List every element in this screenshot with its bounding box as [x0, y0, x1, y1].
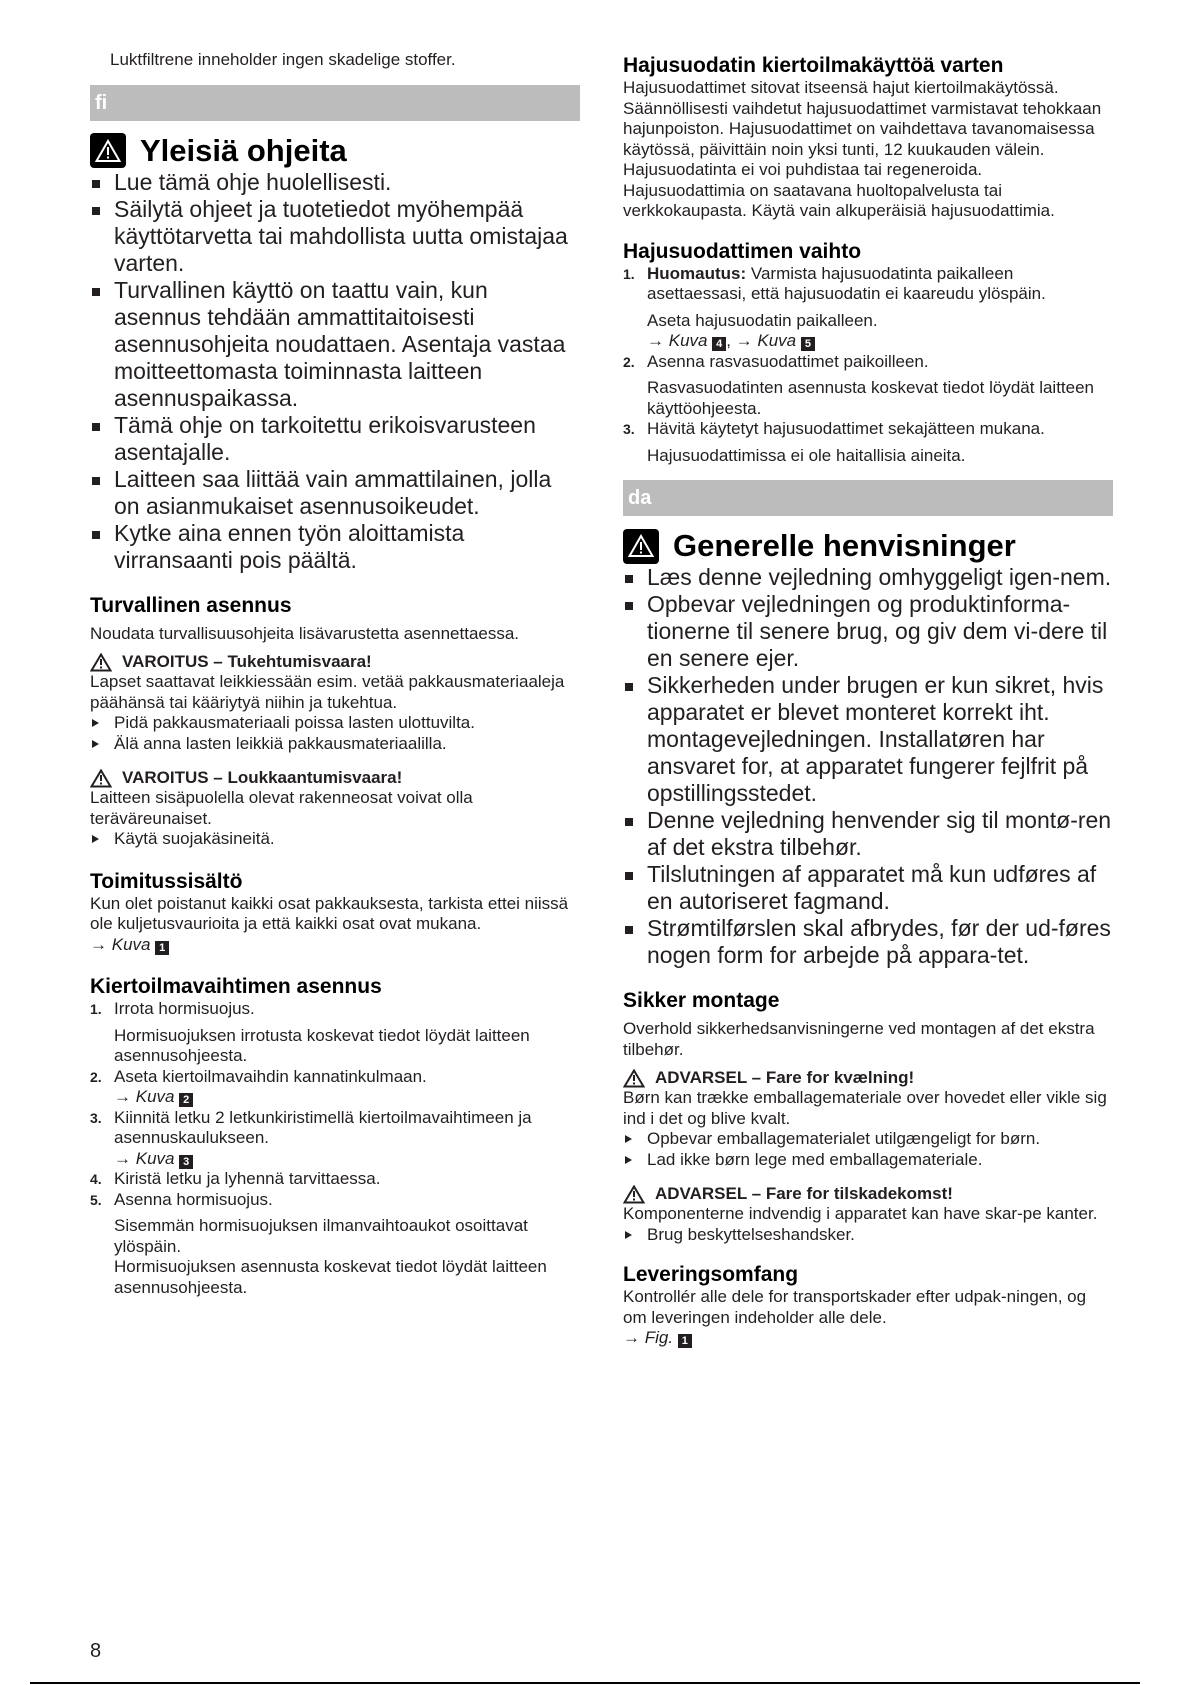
- list-item: Laitteen saa liittää vain ammattilainen, jolla on asianmukaiset asennusoikeudet.: [90, 466, 580, 520]
- footer-divider: [30, 1682, 1140, 1684]
- general-instructions-list: [623, 564, 1113, 969]
- arrow-icon: →: [623, 1328, 640, 1347]
- step-number: 3.: [90, 1109, 102, 1126]
- list-item: Säilytä ohjeet ja tuotetiedot myöhempää käyttötarvetta tai mahdollista uutta omistajaa varten.: [90, 196, 580, 277]
- step-text: Hävitä käytetyt hajusuodattimet sekajätteen mukana.: [647, 419, 1045, 438]
- step: [90, 1190, 580, 1299]
- warning-title: [90, 768, 580, 788]
- heading-safe-install: Sikker montage: [623, 989, 780, 1012]
- warning-triangle-icon: [90, 769, 112, 788]
- step: [90, 1169, 580, 1190]
- warning-title-text: VAROITUS – Loukkaantumisvaara!: [122, 768, 403, 787]
- warning-triangle-icon: [90, 653, 112, 672]
- section-title-general: [90, 133, 580, 169]
- figure-number-badge: 2: [179, 1093, 193, 1107]
- heading-delivery: Leveringsomfang: [623, 1263, 799, 1286]
- figure-label: Fig.: [644, 1328, 674, 1347]
- warning-title: [90, 652, 580, 672]
- install-steps: [90, 999, 580, 1298]
- step: [90, 1108, 580, 1170]
- figure-number-badge: 1: [678, 1334, 692, 1348]
- step-number: 1.: [90, 1001, 102, 1017]
- figure-number-badge: 4: [712, 337, 726, 351]
- step-text: Aseta kiertoilmavaihdin kannatinkulmaan.: [114, 1066, 427, 1086]
- heading-replace-filter: Hajusuodattimen vaihto: [623, 239, 862, 263]
- step-number: 5.: [90, 1191, 102, 1208]
- step-number: 1.: [623, 265, 635, 282]
- warning-bullets: [623, 1225, 1113, 1246]
- section-title-general: [623, 528, 1113, 564]
- list-item: Opbevar vejledningen og produktinforma-tionerne til senere brug, og giv dem vi-dere til en senere ejer.: [623, 591, 1113, 672]
- warning-text: Børn kan trække emballagemateriale over hovedet eller vikle sig ind i det og blive kvalt.: [623, 1088, 1107, 1128]
- list-item: Sikkerheden under brugen er kun sikret, hvis apparatet er blevet monteret korrekt iht. montagevejledningen. Installatøren har ansvaret for, at apparatet fungerer fejlfrit på opstillingsstedet.: [623, 672, 1113, 807]
- note-text: Varmista hajusuodatinta paikalleen asettaessasi, että hajusuodatin ei kaareudu ylöspäin.: [647, 263, 1046, 303]
- warning-text: Lapset saattavat leikkiessään esim. vetää pakkausmateriaaleja päähänsä tai kääriytyä niihin ja tukehtua.: [90, 672, 565, 712]
- figure-number-badge: 3: [179, 1155, 193, 1169]
- heading-install: Kiertoilmavaihtimen asennus: [90, 975, 382, 998]
- heading-odour-filter: Hajusuodatin kiertoilmakäyttöä varten: [623, 54, 1004, 77]
- delivery-text: Kontrollér alle dele for transportskader efter udpak-ningen, og om leveringen indeholder alle dele.: [623, 1287, 1087, 1327]
- step-number: 2.: [623, 353, 635, 370]
- language-bar-fi: [90, 85, 580, 121]
- warning-title: [623, 1068, 1113, 1088]
- step-text: Irrota hormisuojus.: [114, 999, 255, 1018]
- step-note: Hajusuodattimissa ei ole haitallisia aineita.: [647, 445, 966, 465]
- step-text: Asenna hormisuojus.: [114, 1189, 273, 1209]
- left-column: [90, 0, 580, 1298]
- warning-bullets: [90, 829, 580, 850]
- list-item: Lue tämä ohje huolellisesti.: [90, 169, 580, 196]
- step-text: Kiinnitä letku 2 letkunkiristimellä kiertoilmavaihtimeen ja asennuskaulukseen.: [114, 1107, 532, 1147]
- list-item: Læs denne vejledning omhyggeligt igen-nem.: [623, 564, 1113, 591]
- heading-delivery: Toimitussisältö: [90, 869, 243, 893]
- figure-label: Kuva: [135, 1148, 175, 1168]
- list-item: Opbevar emballagematerialet utilgængeligt for børn.: [623, 1129, 1113, 1150]
- figure-label: Kuva: [135, 1087, 175, 1106]
- warning-bullets: [90, 713, 580, 754]
- list-item: Käytä suojakäsineitä.: [90, 829, 580, 850]
- list-item: Lad ikke børn lege med emballagemateriale.: [623, 1150, 1113, 1171]
- warning-title-text: VAROITUS – Tukehtumisvaara!: [122, 652, 372, 671]
- step-text: [647, 264, 1113, 305]
- warning-title-text: ADVARSEL – Fare for tilskadekomst!: [655, 1184, 953, 1203]
- figure-label: Kuva: [757, 331, 797, 350]
- intro-line: Luktfiltrene inneholder ingen skadelige stoffer.: [110, 50, 456, 69]
- step: [623, 264, 1113, 352]
- safe-install-text: Overhold sikkerhedsanvisningerne ved montagen af det ekstra tilbehør.: [623, 1019, 1095, 1059]
- list-item: Turvallinen käyttö on taattu vain, kun asennus tehdään ammattitaitoisesti asennusohjeita noudattaen. Asentaja vastaa moitteettomasta toiminnasta laitteen asennuspaikassa.: [90, 277, 580, 412]
- section-title-text: Generelle henvisninger: [673, 528, 1016, 563]
- right-column: [623, 0, 1113, 1349]
- figure-reference: → Kuva 2: [114, 1087, 580, 1108]
- step-text: Asenna rasvasuodattimet paikoilleen.: [647, 351, 929, 371]
- warning-text: Laitteen sisäpuolella olevat rakenneosat voivat olla teräväreunaiset.: [90, 788, 473, 828]
- figure-label: Kuva: [111, 934, 151, 954]
- odour-filter-text: Hajusuodattimet sitovat itseensä hajut kiertoilmakäytössä. Säännöllisesti vaihdetut hajusuodattimet varmistavat tehokkaan hajunpoiston. Hajusuodattimet on vaihdettava tavanomaisessa käytössä, päivittäin noin yksi tunti, 12 kuukauden välein. Hajusuodatinta ei voi puhdistaa tai regeneroida.: [623, 78, 1102, 179]
- figure-reference: → Kuva 3: [114, 1149, 580, 1170]
- list-item: Strømtilførslen skal afbrydes, før der ud-føres nogen form for arbejde på appara-tet.: [623, 915, 1113, 969]
- language-code: da: [628, 487, 652, 509]
- warning-icon: [90, 133, 126, 168]
- odour-filter-text-2: Hajusuodattimia on saatavana huoltopalvelusta tai verkkokaupasta. Käytä vain alkuperäisiä hajusuodattimia.: [623, 180, 1055, 220]
- safe-install-text: Noudata turvallisuusohjeita lisävarustetta asennettaessa.: [90, 623, 520, 643]
- step-note: Hormisuojuksen asennusta koskevat tiedot löydät laitteen asennusohjeesta.: [114, 1257, 547, 1297]
- warning-triangle-icon: [623, 1185, 645, 1204]
- warning-text: Komponenterne indvendig i apparatet kan have skar-pe kanter.: [623, 1204, 1098, 1223]
- figure-reference: [623, 1328, 1113, 1349]
- figure-reference: [90, 935, 580, 956]
- warning-icon: [623, 529, 659, 564]
- figure-reference: → Kuva 4 , → Kuva 5: [647, 331, 1113, 352]
- step-note: Hormisuojuksen irrotusta koskevat tiedot löydät laitteen asennusohjeesta.: [114, 1025, 530, 1065]
- delivery-text: Kun olet poistanut kaikki osat pakkauksesta, tarkista ettei niissä ole kuljetusvaurioita ja että kaikki osat ovat mukana.: [90, 893, 569, 933]
- page-number: 8: [90, 1640, 102, 1662]
- step-text: Kiristä letku ja lyhennä tarvittaessa.: [114, 1169, 381, 1188]
- step: [623, 352, 1113, 420]
- step: [90, 999, 580, 1067]
- step-number: 4.: [90, 1171, 102, 1187]
- step-note: Aseta hajusuodatin paikalleen.: [647, 310, 878, 330]
- arrow-icon: →: [90, 934, 107, 954]
- replace-steps: [623, 264, 1113, 467]
- warning-bullets: [623, 1129, 1113, 1170]
- list-item: Tämä ohje on tarkoitettu erikoisvarusteen asentajalle.: [90, 412, 580, 466]
- note-label: Huomautus:: [647, 263, 747, 283]
- list-item: Denne vejledning henvender sig til montø-ren af det ekstra tilbehør.: [623, 807, 1113, 861]
- step: [90, 1067, 580, 1108]
- language-code: fi: [95, 91, 108, 114]
- list-item: Älä anna lasten leikkiä pakkausmateriaalilla.: [90, 734, 580, 755]
- step: [623, 419, 1113, 466]
- language-bar-da: [623, 480, 1113, 516]
- step-note: Rasvasuodatinten asennusta koskevat tiedot löydät laitteen käyttöohjeesta.: [647, 378, 1095, 418]
- warning-title-text: ADVARSEL – Fare for kvælning!: [655, 1068, 915, 1087]
- figure-number-badge: 1: [155, 941, 169, 955]
- heading-safe-install: Turvallinen asennus: [90, 593, 292, 617]
- section-title-text: Yleisiä ohjeita: [140, 132, 347, 168]
- list-item: Brug beskyttelseshandsker.: [623, 1225, 1113, 1246]
- step-number: 2.: [90, 1068, 102, 1085]
- figure-label: Kuva: [668, 331, 708, 350]
- warning-title: [623, 1184, 1113, 1204]
- step-number: 3.: [623, 421, 635, 437]
- step-note: Sisemmän hormisuojuksen ilmanvaihtoaukot osoittavat ylöspäin.: [114, 1216, 528, 1256]
- list-item: Pidä pakkausmateriaali poissa lasten ulottuvilta.: [90, 713, 580, 734]
- list-item: Tilslutningen af apparatet må kun udføres af en autoriseret fagmand.: [623, 861, 1113, 915]
- general-instructions-list: [90, 169, 580, 574]
- figure-number-badge: 5: [801, 337, 815, 351]
- warning-triangle-icon: [623, 1069, 645, 1088]
- list-item: Kytke aina ennen työn aloittamista virransaanti pois päältä.: [90, 520, 580, 574]
